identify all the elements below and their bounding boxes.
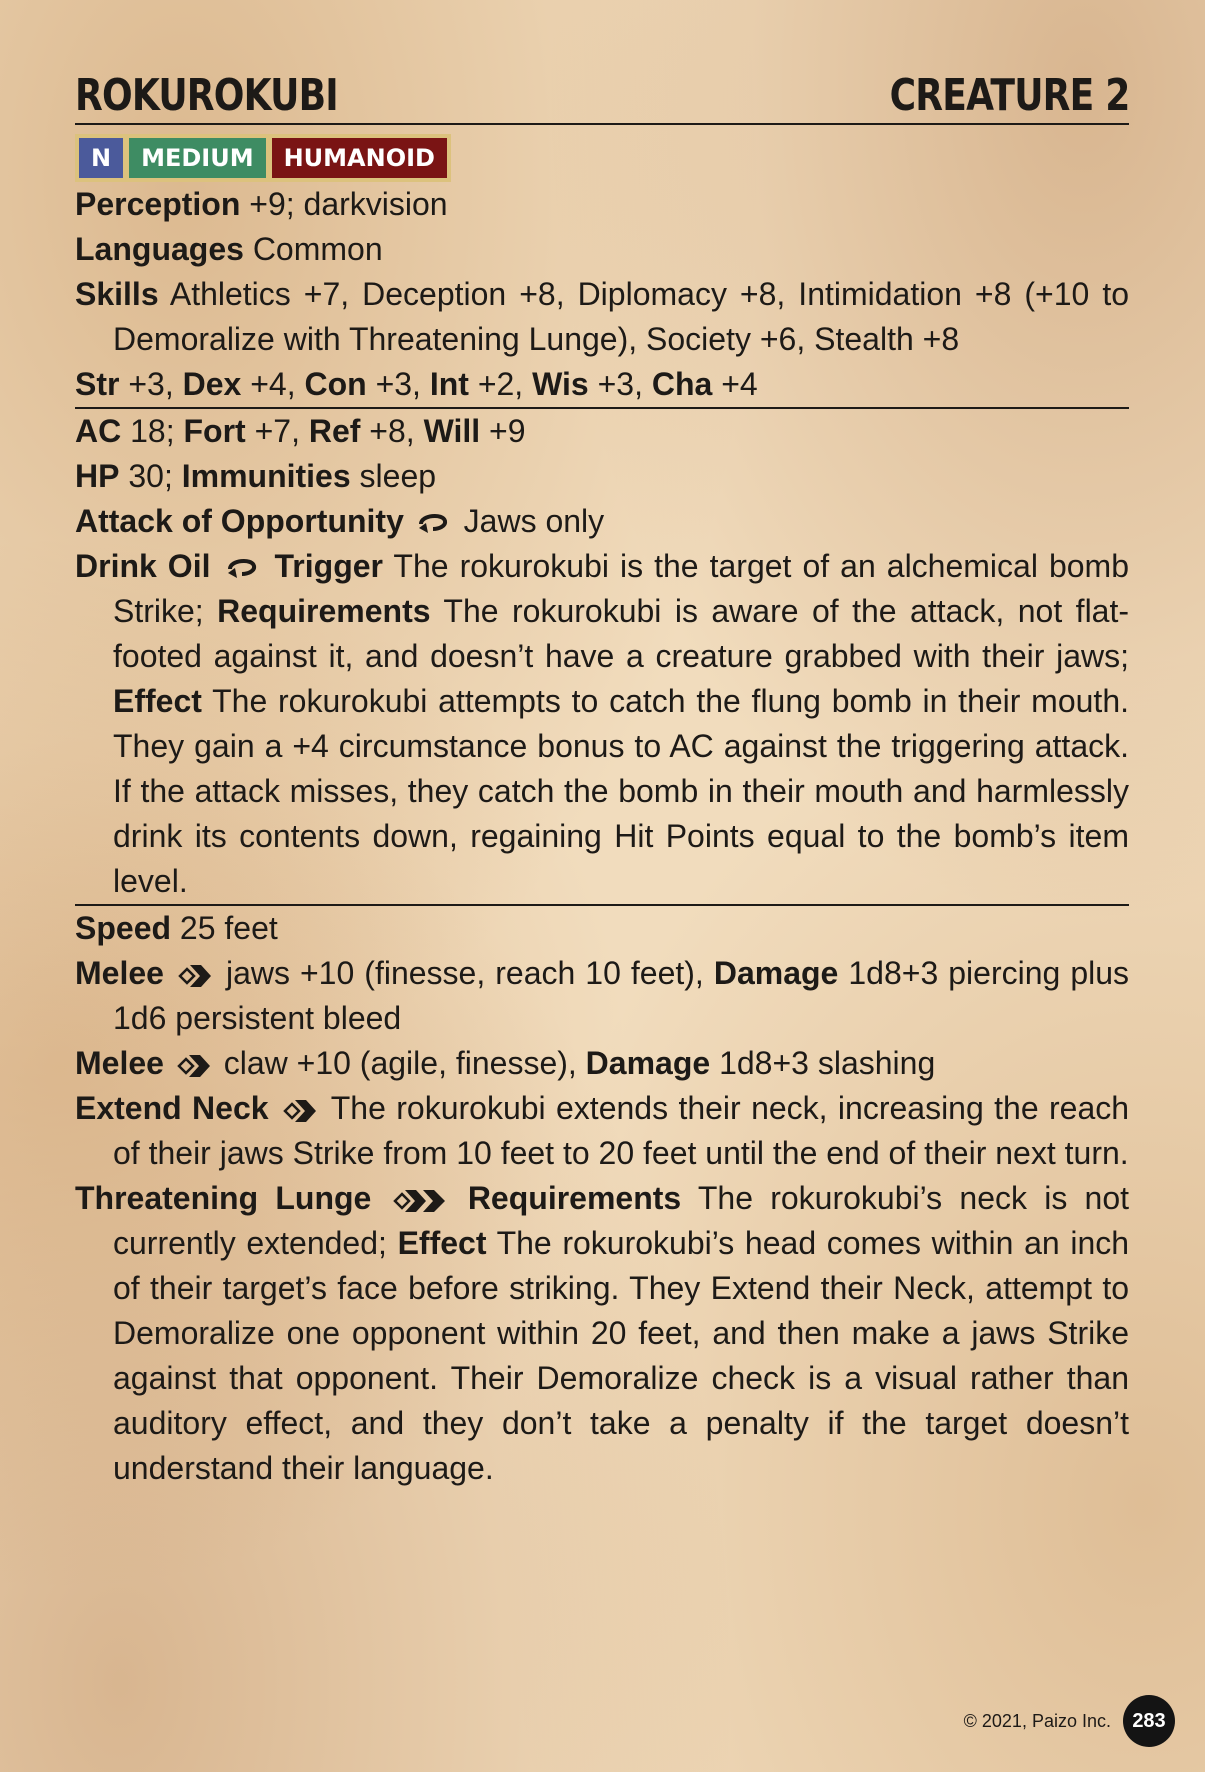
perception-label: Perception [75, 186, 241, 222]
extend-neck-label: Extend Neck [75, 1090, 269, 1126]
page-number: 283 [1123, 1695, 1175, 1747]
extend-neck-text: The rokurokubi extends their neck, increasing the reach of their jaws Strike from 10 feet to 20 feet until the end of their next turn. [113, 1090, 1130, 1171]
extend-neck-line [75, 1086, 1129, 1176]
threatening-lunge-line [75, 1176, 1129, 1491]
effect-label: Effect [397, 1225, 487, 1261]
perception-line [75, 182, 1129, 227]
melee-label: Melee [75, 1045, 164, 1081]
con-label: Con [304, 366, 367, 402]
melee-label: Melee [75, 955, 164, 991]
skills-label: Skills [75, 276, 159, 312]
cha-value: +4 [721, 366, 758, 402]
effect-label: Effect [113, 683, 202, 719]
ref-value: +8, [369, 413, 415, 449]
copyright: © 2021, Paizo Inc. [963, 1710, 1111, 1731]
melee-jaws-line [75, 951, 1129, 1041]
stat-block [75, 70, 1129, 1491]
int-label: Int [429, 366, 469, 402]
single-action-icon [283, 1096, 317, 1126]
trigger-label: Trigger [274, 548, 383, 584]
page-footer [964, 1695, 1175, 1747]
ac-value: 18; [130, 413, 175, 449]
str-label: Str [75, 366, 120, 402]
requirements-label: Requirements [217, 593, 431, 629]
fort-label: Fort [183, 413, 246, 449]
two-action-icon [393, 1186, 447, 1216]
dex-value: +4, [250, 366, 296, 402]
effect-text: The rokurokubi attempts to catch the flung bomb in their mouth. They gain a +4 circumstance bonus to AC against the triggering attack. If the attack misses, they catch the bomb in their mouth and harmlessly drink its contents down, regaining Hit Points equal to the bomb’s item level. [113, 683, 1130, 899]
str-value: +3, [128, 366, 174, 402]
speed-line [75, 904, 1129, 951]
languages-value: Common [252, 231, 383, 267]
melee-jaws-text: jaws +10 (finesse, reach 10 feet), [225, 955, 704, 991]
requirements-label: Requirements [467, 1180, 682, 1216]
melee-claw-damage: 1d8+3 slashing [719, 1045, 936, 1081]
creature-level: CREATURE 2 [889, 70, 1129, 121]
skills-line [75, 272, 1129, 362]
fort-value: +7, [254, 413, 300, 449]
will-label: Will [423, 413, 481, 449]
damage-label: Damage [585, 1045, 711, 1081]
title-row [75, 70, 1129, 125]
perception-value: +9; darkvision [249, 186, 448, 222]
single-action-icon [178, 961, 212, 991]
hp-line [75, 454, 1129, 499]
languages-line [75, 227, 1129, 272]
speed-value: 25 feet [179, 910, 278, 946]
aoo-line [75, 499, 1129, 544]
requirements-text: The rokurokubi is aware of the attack, not flat-footed against it, and doesn’t have a creature grabbed with their jaws; [113, 593, 1130, 674]
hp-value: 30; [128, 458, 173, 494]
damage-label: Damage [713, 955, 839, 991]
con-value: +3, [375, 366, 421, 402]
wis-value: +3, [597, 366, 643, 402]
cha-label: Cha [651, 366, 713, 402]
int-value: +2, [477, 366, 524, 402]
drink-oil-line [75, 544, 1129, 904]
creature-name: ROKUROKUBI [75, 70, 338, 121]
trait-bar [75, 134, 451, 182]
lunge-requirements-text: The rokurokubi’s neck is not currently extended; [113, 1180, 1130, 1261]
melee-jaws-damage: 1d8+3 piercing plus 1d6 persistent bleed [113, 955, 1130, 1036]
speed-label: Speed [75, 910, 172, 946]
immunities-label: Immunities [181, 458, 351, 494]
melee-claw-line [75, 1041, 1129, 1086]
languages-label: Languages [75, 231, 244, 267]
trait-alignment: N [79, 138, 123, 178]
ability-scores-line [75, 362, 1129, 407]
defense-line [75, 407, 1129, 454]
dex-label: Dex [182, 366, 242, 402]
immunities-value: sleep [359, 458, 437, 494]
melee-claw-text: claw +10 (agile, finesse), [223, 1045, 577, 1081]
ref-label: Ref [308, 413, 361, 449]
lunge-effect-text: The rokurokubi’s head comes within an inch of their target’s face before striking. They Extend their Neck, attempt to Demoralize one opponent within 20 feet, and then make a jaws Strike against that opponent. Their Demoralize check is a visual rather than auditory effect, and they don’t take a penalty if the target doesn’t understand their language. [113, 1225, 1130, 1486]
aoo-text: Jaws only [463, 503, 605, 539]
reaction-icon [226, 556, 260, 582]
single-action-icon [177, 1051, 211, 1081]
drink-oil-label: Drink Oil [75, 548, 211, 584]
trigger-text: The rokurokubi is the target of an alchemical bomb Strike; [113, 548, 1130, 629]
will-value: +9 [489, 413, 526, 449]
reaction-icon [417, 511, 451, 537]
hp-label: HP [75, 458, 120, 494]
trait-type: HUMANOID [272, 138, 447, 178]
threatening-lunge-label: Threatening Lunge [75, 1180, 372, 1216]
skills-value: Athletics +7, Deception +8, Diplomacy +8, Intimidation +8 (+10 to Demoralize with Threatening Lunge), Society +6, Stealth +8 [113, 276, 1130, 357]
wis-label: Wis [532, 366, 589, 402]
ac-label: AC [75, 413, 122, 449]
trait-size: MEDIUM [129, 138, 266, 178]
aoo-label: Attack of Opportunity [75, 503, 404, 539]
